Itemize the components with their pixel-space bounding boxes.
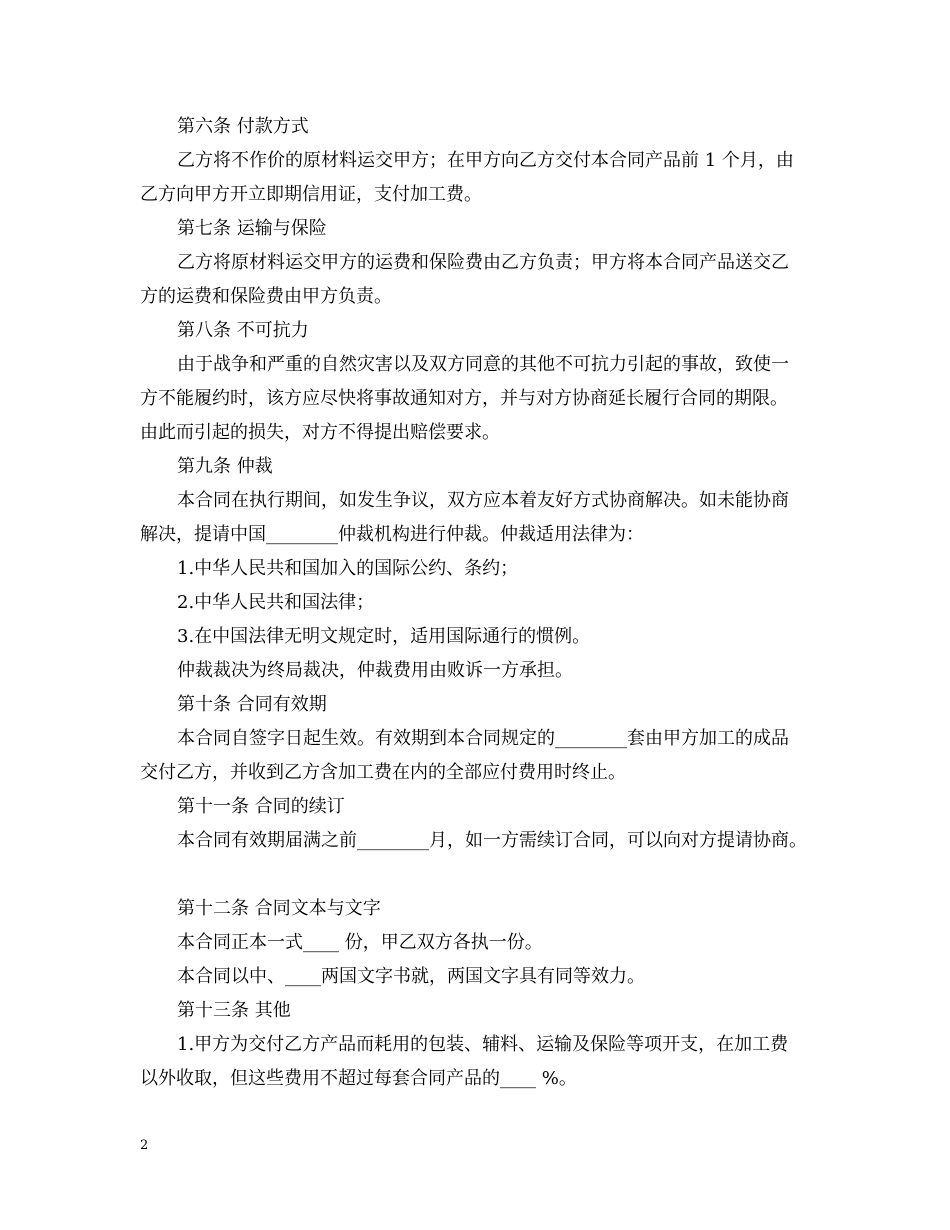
paragraph-line: 本合同自签字日起生效。有效期到本合同规定的________套由甲方加工的成品 [177,728,789,749]
article-13-heading: 第十三条 其他 [177,1000,291,1021]
article-10-heading: 第十条 合同有效期 [177,694,327,715]
paragraph-line: 本合同以中、____两国文字书就，两国文字具有同等效力。 [177,966,645,987]
list-item: 1.甲方为交付乙方产品而耗用的包装、辅料、运输及保险等项开支，在加工费 [177,1034,789,1055]
paragraph-line: 乙方向甲方开立即期信用证，支付加工费。 [140,184,482,205]
paragraph-line: 方的运费和保险费由甲方负责。 [140,286,392,307]
paragraph-line: 仲裁裁决为终局裁决，仲裁费用由败诉一方承担。 [177,660,573,681]
paragraph-line: 由于战争和严重的自然灾害以及双方同意的其他不可抗力引起的事故，致使一 [177,354,789,375]
paragraph-line: 解决，提请中国________仲裁机构进行仲裁。仲裁适用法律为： [140,524,644,545]
list-item: 1.中华人民共和国加入的国际公约、条约； [177,558,519,579]
list-item: 2.中华人民共和国法律； [177,592,375,613]
paragraph-line: 乙方将原材料运交甲方的运费和保险费由乙方负责；甲方将本合同产品送交乙 [177,252,789,273]
paragraph-line: 以外收取，但这些费用不超过每套合同产品的____ %。 [140,1068,577,1089]
article-8-heading: 第八条 不可抗力 [177,320,309,341]
page-number: 2 [140,1138,149,1153]
article-7-heading: 第七条 运输与保险 [177,218,327,239]
article-12-heading: 第十二条 合同文本与文字 [177,898,381,919]
article-6-heading: 第六条 付款方式 [177,116,309,137]
paragraph-line: 由此而引起的损失，对方不得提出赔偿要求。 [140,422,500,443]
paragraph-line: 本合同在执行期间，如发生争议，双方应本着友好方式协商解决。如未能协商 [177,490,789,511]
paragraph-line: 本合同有效期届满之前________月，如一方需续订合同，可以向对方提请协商。 [177,830,807,851]
list-item: 3.在中国法律无明文规定时，适用国际通行的惯例。 [177,626,591,647]
paragraph-line: 交付乙方，并收到乙方含加工费在内的全部应付费用时终止。 [140,762,626,783]
article-9-heading: 第九条 仲裁 [177,456,273,477]
blank-line [140,864,812,898]
paragraph-line: 方不能履约时，该方应尽快将事故通知对方，并与对方协商延长履行合同的期限。 [140,388,788,409]
paragraph-line: 乙方将不作价的原材料运交甲方；在甲方向乙方交付本合同产品前 1 个月，由 [177,150,794,171]
paragraph-line: 本合同正本一式____ 份，甲乙双方各执一份。 [177,932,543,953]
document-body [140,116,812,1102]
article-11-heading: 第十一条 合同的续订 [177,796,345,817]
